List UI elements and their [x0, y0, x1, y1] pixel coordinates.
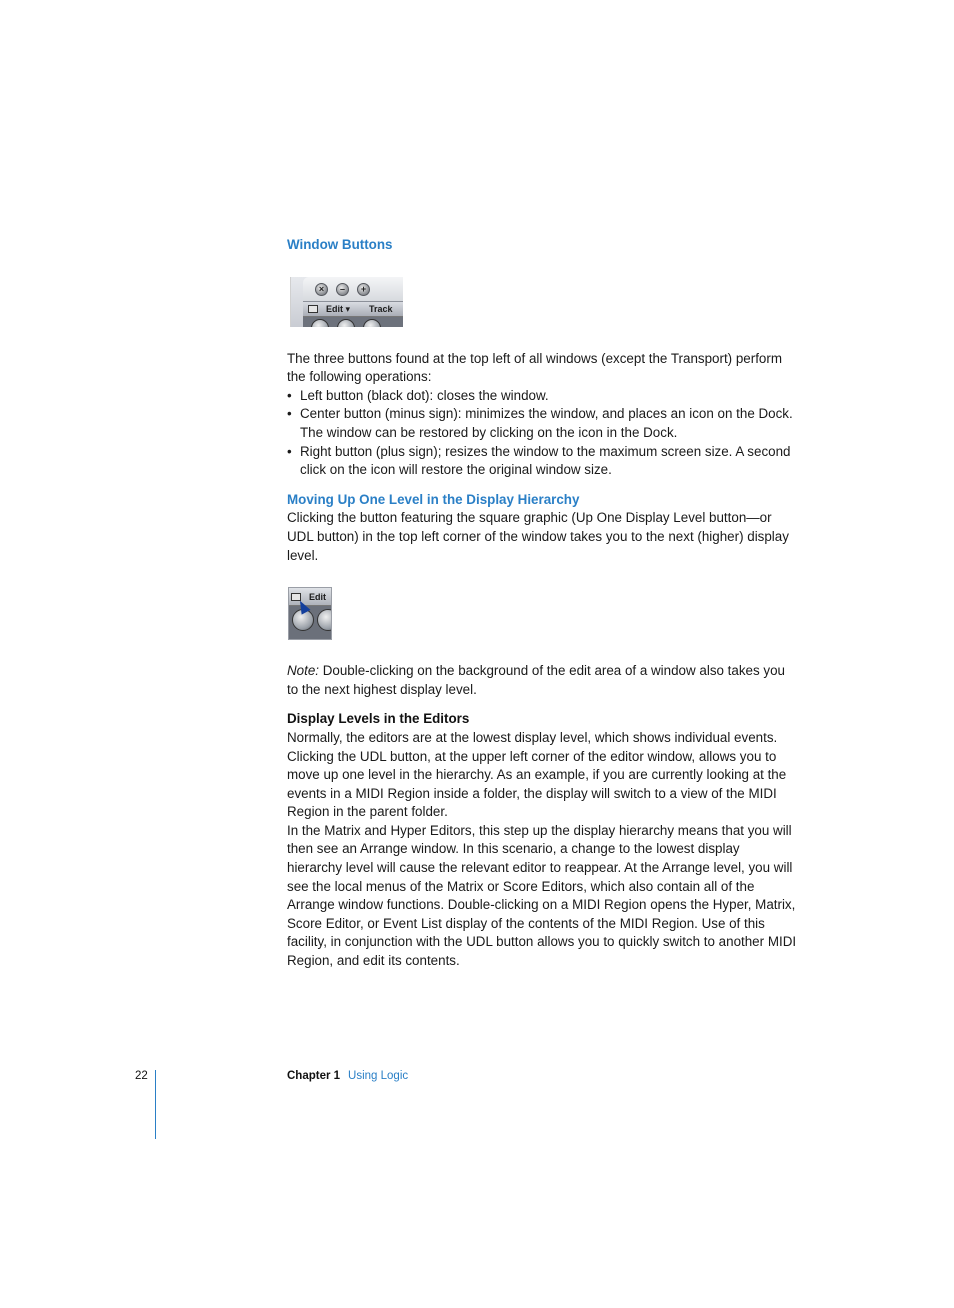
section-heading-moving-up: Moving Up One Level in the Display Hierarchy — [287, 491, 580, 507]
edit-menu-label: Edit — [309, 592, 326, 603]
note-text: Double-clicking on the background of the edit area of a window also takes you to the next highest display level. — [287, 663, 785, 697]
tool-button-icon — [363, 319, 381, 327]
subheading-display-levels: Display Levels in the Editors — [287, 711, 470, 727]
tool-button-icon — [337, 319, 355, 327]
local-menu-bar — [303, 301, 403, 317]
window-buttons-screenshot — [290, 277, 403, 327]
page-number: 22 — [135, 1070, 148, 1082]
udl-button-icon — [308, 305, 318, 313]
note-label: Note: — [287, 663, 320, 679]
chapter-label: Chapter 1 — [287, 1070, 341, 1082]
track-menu-label: Track — [369, 303, 393, 314]
window-titlebar — [303, 277, 403, 301]
list-item: • Right button (plus sign); resizes the window to the maximum screen size. A second click on the icon will restore the original window size. — [287, 443, 797, 480]
display-levels-para-2: In the Matrix and Hyper Editors, this step up the display hierarchy means that you will then see an Arrange window. In this scenario, a change to the lowest display hierarchy level will cause the relevant editor to reappear. At the Arrange level, you will see the local menus of the Matrix or Score Editors, which also contain all of the Arrange window functions. Double-clicking on a MIDI Region opens the Hyper, Matrix, Score Editor, or Event List display of the contents of the MIDI Region. Use of this facility, in conjunction with the UDL button allows you to quickly switch to another MIDI Region, and edit its contents. — [287, 822, 797, 969]
close-button-icon: × — [315, 283, 328, 296]
minimize-button-icon: – — [336, 283, 349, 296]
zoom-button-icon: + — [357, 283, 370, 296]
chapter-title: Using Logic — [348, 1070, 409, 1082]
window-buttons-list — [287, 387, 797, 480]
toolbox-strip — [303, 317, 403, 327]
footer-divider — [155, 1070, 156, 1139]
list-item: • Left button (black dot): closes the window. — [287, 387, 797, 406]
udl-button-screenshot — [288, 587, 332, 640]
edit-menu-label: Edit ▾ — [326, 303, 351, 314]
list-item: • Center button (minus sign): minimizes the window, and places an icon on the Dock. The window can be restored by clicking on the icon in the Dock. — [287, 405, 797, 442]
moving-up-body: Clicking the button featuring the square graphic (Up One Display Level button—or UDL button) in the top left corner of the window takes you to the next (higher) display level. — [287, 510, 789, 563]
window-buttons-intro: The three buttons found at the top left of all windows (except the Transport) perform the following operations: — [287, 350, 782, 385]
section-heading-window-buttons: Window Buttons — [287, 237, 393, 252]
note-paragraph — [287, 662, 797, 699]
tool-button-icon — [311, 319, 329, 327]
page-content — [287, 236, 797, 971]
running-footer — [287, 1070, 408, 1082]
tool-button-icon — [317, 609, 332, 631]
display-levels-para-1: Normally, the editors are at the lowest display level, which shows individual events. Clicking the UDL button, at the upper left corner of the editor window, allows you to move up one level in the hierarchy. As an example, if you are currently looking at the events in a MIDI Region inside a folder, the display will switch to a view of the MIDI Region in the parent folder. — [287, 729, 787, 820]
